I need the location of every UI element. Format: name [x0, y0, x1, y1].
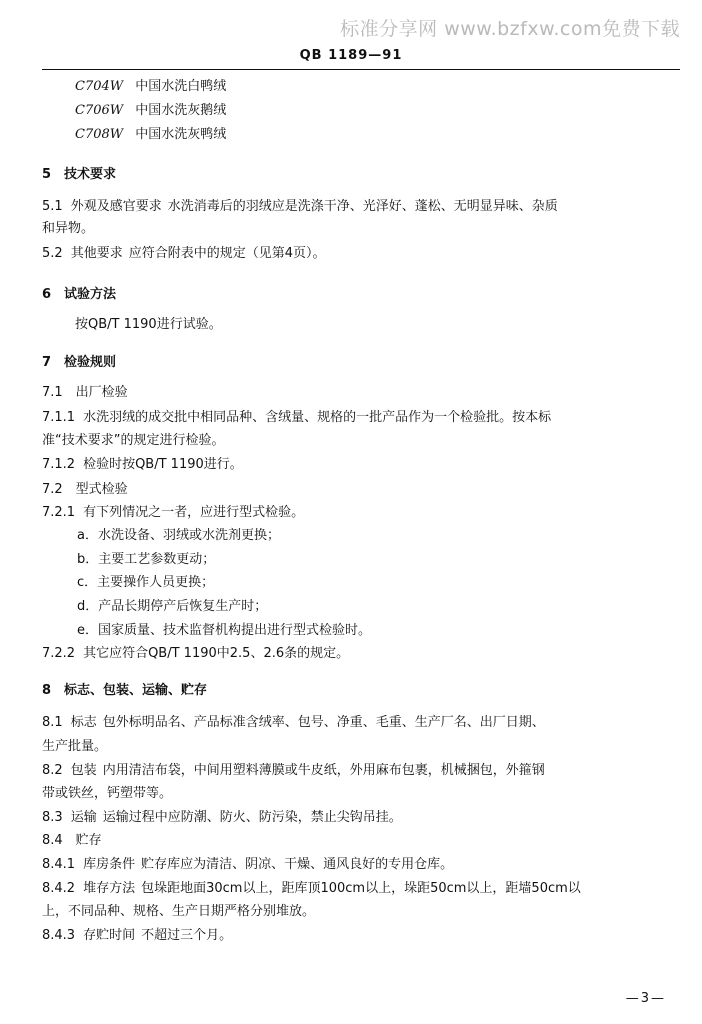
clause-7-2-heading: 7.2 型式检验	[42, 482, 128, 497]
clause-8-4-2	[42, 880, 682, 898]
clause-number: 5.2	[42, 246, 63, 261]
section-5-heading: 5 技术要求	[42, 167, 117, 182]
clause-number: 8.2	[42, 763, 63, 778]
header-divider	[42, 69, 680, 70]
clause-text: 水洗羽绒的成交批中相同品种、含绒量、规格的一批产品作为一个检验批。按本标	[83, 410, 552, 425]
clause-7-1-1	[42, 409, 682, 427]
variant-code: C706W	[75, 103, 124, 118]
clause-8-2-continuation: 带或铁丝，钙塑带等。	[42, 786, 173, 801]
list-item: b．主要工艺参数更动；	[77, 552, 216, 567]
clause-number: 5.1	[42, 199, 63, 214]
section-6-text: 按QB/T 1190进行试验。	[75, 317, 222, 332]
clause-8-1-continuation: 生产批量。	[42, 739, 108, 754]
variant-row	[75, 102, 702, 120]
clause-8-1	[42, 714, 682, 732]
clause-text: 运输过程中应防潮、防火、防污染，禁止尖钩吊挂。	[102, 810, 402, 825]
clause-text: 包外标明品名、产品标准含绒率、包号、净重、毛重、生产厂名、出厂日期、	[102, 715, 545, 730]
clause-number: 7.1.2	[42, 457, 76, 472]
clause-8-3	[42, 809, 682, 827]
clause-text: 其它应符合QB/T 1190中2.5、2.6条的规定。	[83, 646, 350, 661]
variant-name: 中国水洗白鸭绒	[135, 79, 227, 94]
clause-number: 8.1	[42, 715, 63, 730]
variant-row	[75, 126, 702, 144]
clause-7-1-1-continuation: 准“技术要求”的规定进行检验。	[42, 433, 225, 448]
clause-8-4-3	[42, 927, 682, 945]
clause-8-2	[42, 762, 682, 780]
section-8-heading: 8 标志、包装、运输、贮存	[42, 683, 208, 698]
variant-code: C704W	[75, 79, 124, 94]
clause-label: 堆存方法	[83, 881, 136, 896]
clause-text: 包垛距地面30cm以上，距库顶100cm以上，垛距50cm以上，距墙50cm以	[141, 881, 581, 896]
clause-number: 7.2.1	[42, 505, 76, 520]
document-code-header: QB 1189—91	[299, 48, 403, 63]
clause-8-4-1	[42, 856, 682, 874]
clause-7-2-2	[42, 645, 682, 663]
clause-5-2	[42, 245, 682, 263]
list-item: c．主要操作人员更换；	[77, 575, 215, 590]
clause-text: 内用清洁布袋，中间用塑料薄膜或牛皮纸，外用麻布包裹，机械捆包，外箍钢	[102, 763, 545, 778]
clause-7-1-heading: 7.1 出厂检验	[42, 385, 128, 400]
clause-label: 运输	[70, 810, 97, 825]
variant-name: 中国水洗灰鸭绒	[135, 127, 227, 142]
variant-name: 中国水洗灰鹅绒	[135, 103, 227, 118]
clause-text: 不超过三个月。	[141, 928, 233, 943]
variant-row	[75, 78, 702, 96]
clause-label: 外观及感官要求	[70, 199, 162, 214]
clause-8-4-2-continuation: 上，不同品种、规格、生产日期严格分别堆放。	[42, 904, 316, 919]
clause-number: 7.2.2	[42, 646, 76, 661]
clause-label: 标志	[70, 715, 97, 730]
clause-number: 8.4.2	[42, 881, 76, 896]
clause-text: 水洗消毒后的羽绒应是洗涤干净、光泽好、蓬松、无明显异味、杂质	[167, 199, 558, 214]
clause-label: 其他要求	[70, 246, 123, 261]
clause-5-1-continuation: 和异物。	[42, 221, 95, 236]
clause-number: 8.3	[42, 810, 63, 825]
list-item: a．水洗设备、羽绒或水洗剂更换；	[77, 528, 280, 543]
variant-code: C708W	[75, 127, 124, 142]
clause-5-1	[42, 198, 682, 216]
section-7-heading: 7 检验规则	[42, 355, 117, 370]
clause-text: 应符合附表中的规定（见第4页）。	[128, 246, 326, 261]
clause-number: 8.4.3	[42, 928, 76, 943]
clause-text: 检验时按QB/T 1190进行。	[83, 457, 243, 472]
clause-7-2-1	[42, 504, 682, 522]
list-item: d．产品长期停产后恢复生产时；	[77, 599, 268, 614]
section-6-heading: 6 试验方法	[42, 287, 117, 302]
clause-number: 7.1.1	[42, 410, 76, 425]
clause-8-4-heading: 8.4 贮存	[42, 833, 102, 848]
clause-text: 贮存库应为清洁、阴凉、干燥、通风良好的专用仓库。	[141, 857, 454, 872]
clause-label: 库房条件	[83, 857, 136, 872]
clause-number: 8.4.1	[42, 857, 76, 872]
clause-label: 存贮时间	[83, 928, 136, 943]
list-item: e．国家质量、技术监督机构提出进行型式检验时。	[77, 623, 371, 638]
watermark-text: 标准分享网 www.bzfxw.com免费下载	[340, 18, 680, 40]
clause-label: 包装	[70, 763, 97, 778]
clause-text: 有下列情况之一者，应进行型式检验。	[83, 505, 305, 520]
page-number: —3—	[625, 991, 666, 1006]
clause-7-1-2	[42, 456, 682, 474]
